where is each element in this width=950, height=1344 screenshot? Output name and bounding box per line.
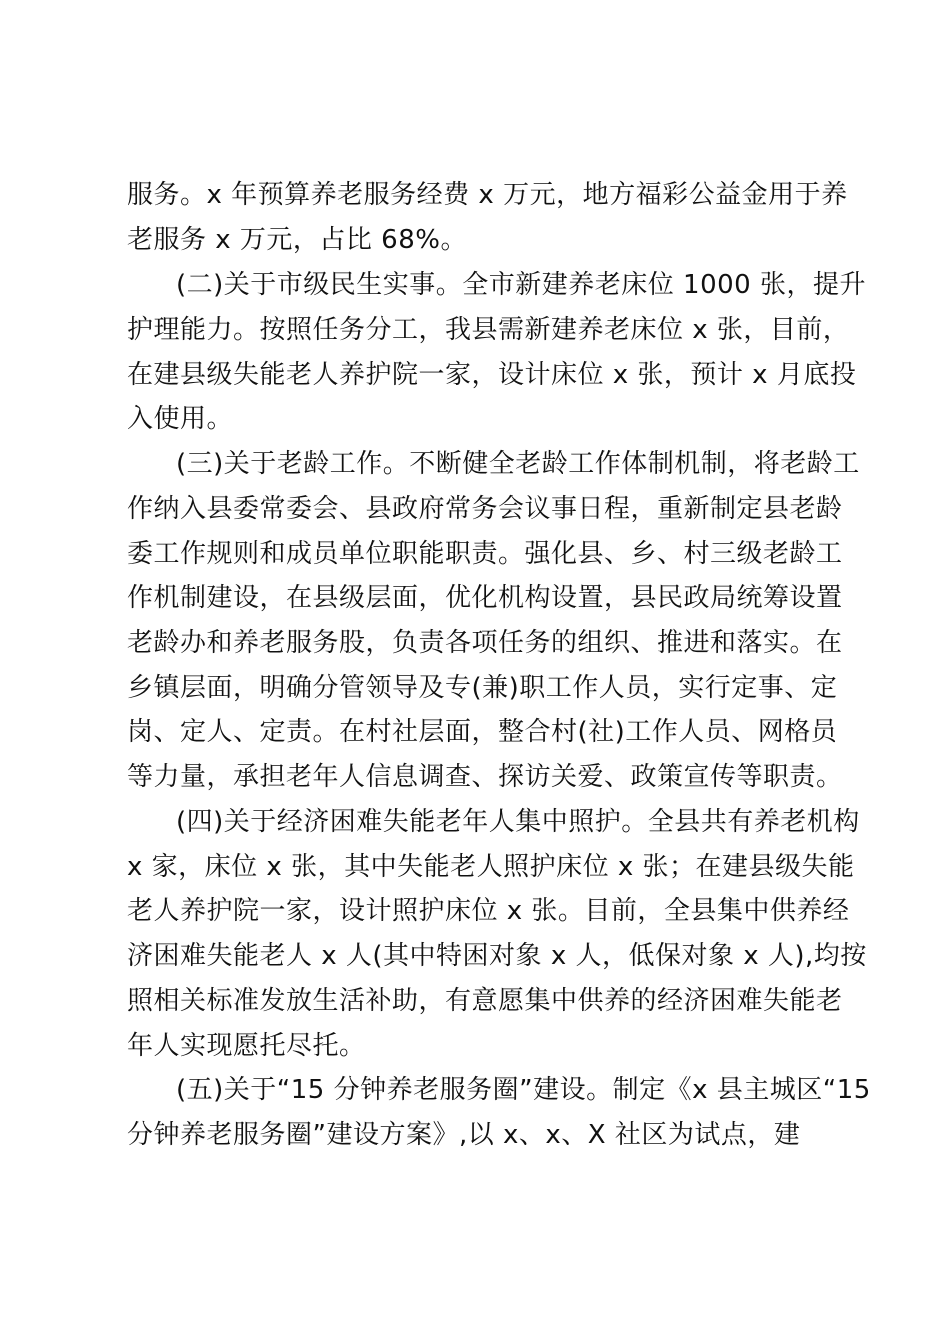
- text-line: 作机制建设，在县级层面，优化机构设置，县民政局统筹设置: [127, 583, 843, 613]
- text-line: 乡镇层面，明确分管领导及专(兼)职工作人员，实行定事、定: [127, 673, 838, 703]
- text-line: 老服务 x 万元，占比 68%。: [127, 225, 467, 255]
- paragraph-4-heading-line: (四)关于经济困难失能老年人集中照护。全县共有养老机构: [176, 807, 860, 837]
- text-line: 老人养护院一家，设计照护床位 x 张。目前，全县集中供养经: [127, 896, 850, 926]
- text-line: 老龄办和养老服务股，负责各项任务的组织、推进和落实。在: [127, 628, 843, 658]
- paragraph-3-heading-line: (三)关于老龄工作。不断健全老龄工作体制机制，将老龄工: [176, 449, 860, 479]
- text-line: 委工作规则和成员单位职能职责。强化县、乡、村三级老龄工: [127, 539, 843, 569]
- text-line: 年人实现愿托尽托。: [127, 1031, 366, 1061]
- text-line: 作纳入县委常委会、县政府常务会议事日程，重新制定县老龄: [127, 494, 843, 524]
- text-line: 照相关标准发放生活补助，有意愿集中供养的经济困难失能老: [127, 986, 843, 1016]
- text-line: 入使用。: [127, 404, 234, 434]
- text-line: 分钟养老服务圈”建设方案》,以 x、x、X 社区为试点，建: [127, 1120, 801, 1150]
- paragraph-2-heading-line: (二)关于市级民生实事。全市新建养老床位 1000 张，提升: [176, 270, 866, 300]
- text-line: 服务。x 年预算养老服务经费 x 万元，地方福彩公益金用于养: [127, 180, 848, 210]
- text-line: x 家，床位 x 张，其中失能老人照护床位 x 张；在建县级失能: [127, 852, 855, 882]
- paragraph-5-heading-line: (五)关于“15 分钟养老服务圈”建设。制定《x 县主城区“15: [176, 1075, 871, 1105]
- text-line: 岗、定人、定责。在村社层面，整合村(社)工作人员、网格员: [127, 717, 838, 747]
- text-line: 济困难失能老人 x 人(其中特困对象 x 人，低保对象 x 人),均按: [127, 941, 867, 971]
- text-line: 在建县级失能老人养护院一家，设计床位 x 张，预计 x 月底投: [127, 360, 857, 390]
- text-line: 护理能力。按照任务分工，我县需新建养老床位 x 张，目前，: [127, 315, 850, 345]
- text-line: 等力量，承担老年人信息调查、探访关爱、政策宣传等职责。: [127, 762, 843, 792]
